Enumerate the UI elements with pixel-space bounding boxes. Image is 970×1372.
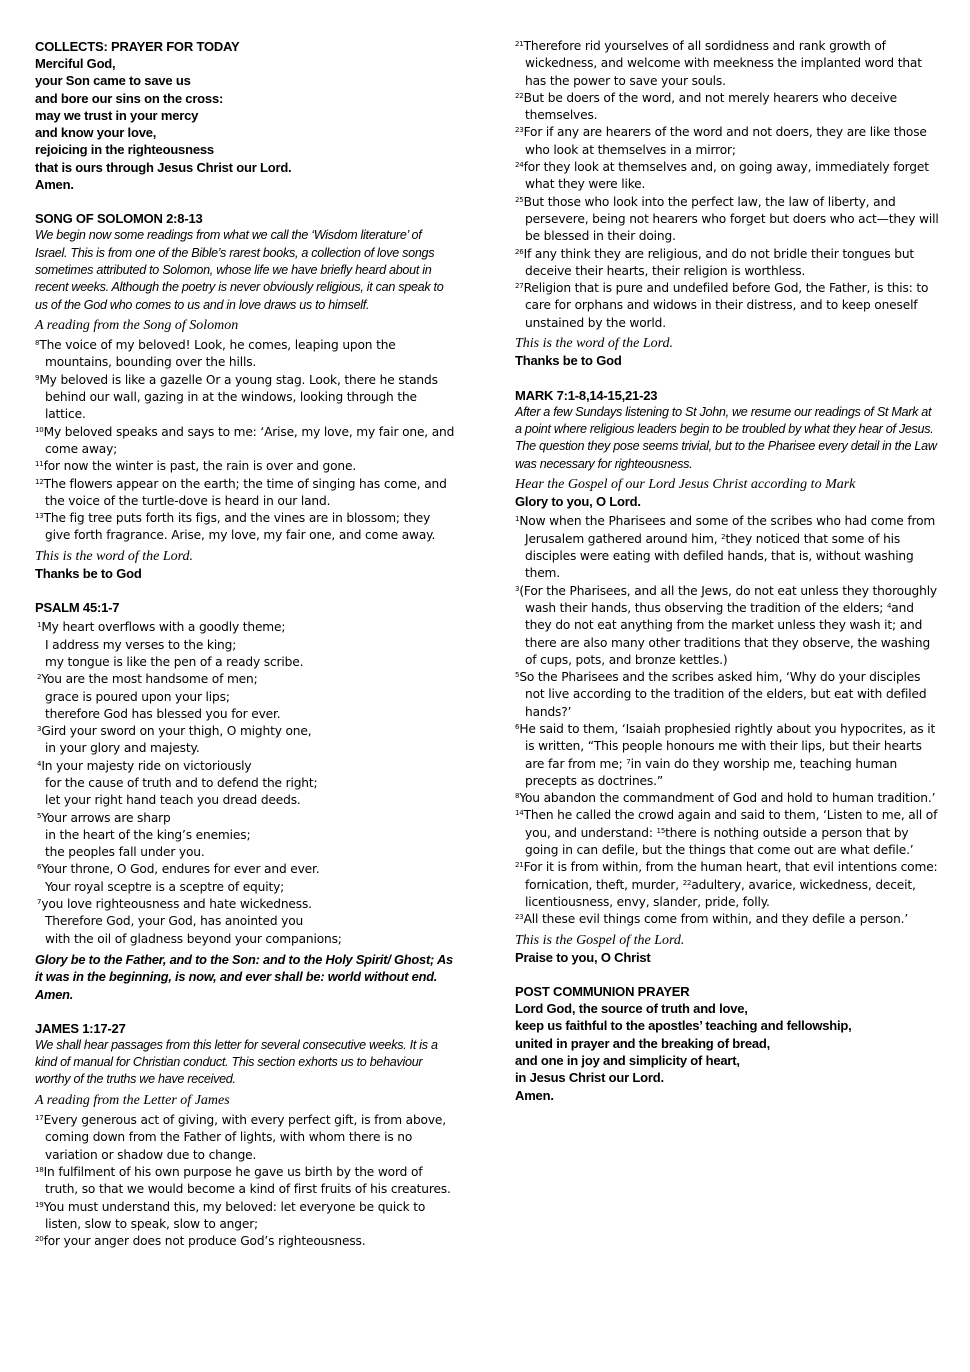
psalm-line-text: let your right hand teach you dread deeds.	[45, 793, 301, 808]
verse-text: in vain do they worship me, teaching human precepts as doctrines.”	[525, 756, 898, 788]
psalm-line	[35, 637, 455, 654]
verse-text: and they do not eat anything from the market unless they wash it; and there are also many other traditions that they observe, the washing of cups, pots, and bronze kettles.)	[525, 600, 931, 667]
verse	[35, 372, 455, 424]
collect-section	[35, 38, 455, 193]
prayer-line: Amen.	[515, 1087, 554, 1103]
verse-number: 4	[37, 759, 42, 768]
verse-number: 14	[515, 809, 524, 818]
right-column	[515, 38, 940, 1121]
verse-number: 22	[682, 878, 692, 887]
mark-heading: MARK 7:1-8,14-15,21-23	[515, 387, 658, 403]
collect-line: your Son came to save us	[35, 73, 191, 89]
james-continued-section	[515, 38, 940, 370]
verse	[515, 790, 940, 807]
psalm-line	[35, 879, 455, 896]
mark-intro: After a few Sundays listening to St John, we resume our readings of St Mark at a point where religious leaders begin to be troubled by what they hear of Jesus. The question they pose seems trivial, but to the Pharisee every detail in the Law was necessary for righteousness.	[515, 404, 937, 471]
verse-text: But be doers of the word, and not merely hearers who deceive themselves.	[523, 90, 898, 123]
psalm-line	[35, 827, 455, 844]
verse-number: 19	[35, 1200, 44, 1209]
verse-number: 26	[515, 247, 524, 256]
song-heading: SONG OF SOLOMON 2:8-13	[35, 211, 203, 227]
psalm-line-text: My heart overflows with a goodly theme;	[41, 620, 286, 635]
song-congregation-response: Thanks be to God	[35, 566, 142, 582]
james-section	[35, 1020, 455, 1251]
mark-section	[515, 387, 940, 967]
psalm-line-text: in the heart of the king’s enemies;	[45, 827, 251, 842]
verse-text: My beloved speaks and says to me: ‘Arise, my love, my fair one, and come away;	[43, 424, 455, 456]
prayer-line: Lord God, the source of truth and love,	[515, 1001, 748, 1017]
psalm-line	[35, 931, 455, 948]
verse	[515, 859, 940, 911]
verse-number: 7	[626, 757, 631, 766]
verse-number: 8	[515, 792, 520, 801]
verse-text: So the Pharisees and the scribes asked him, ‘Why do your disciples not live according to the tradition of the elders, but eat with defiled hands?’	[519, 670, 927, 719]
verse	[515, 911, 940, 928]
verse-number: 3	[37, 725, 42, 734]
psalm-line	[35, 723, 455, 740]
verse-text: Now when the Pharisees and some of the scribes who had come from Jerusalem gathered around him,	[519, 514, 936, 546]
psalm-line-text: You are the most handsome of men;	[41, 672, 258, 687]
verse-number: 20	[35, 1235, 44, 1244]
verse-text: My beloved is like a gazelle Or a young stag. Look, there he stands behind our wall, gazing in at the windows, looking through the lattice.	[39, 372, 438, 422]
verse	[35, 476, 455, 511]
psalm-line	[35, 740, 455, 757]
prayer-line: and one in joy and simplicity of heart,	[515, 1053, 740, 1069]
verse-number: 24	[515, 161, 524, 170]
verse-number: 12	[35, 477, 44, 486]
psalm-line-text: Your throne, O God, endures for ever and ever.	[41, 862, 320, 877]
james-verses-right	[515, 38, 940, 332]
verse-text: they noticed that some of his disciples were eating with defiled hands, that is, without washing them.	[525, 531, 914, 581]
james-reading-intro: A reading from the Letter of James	[35, 1092, 230, 1108]
james-heading: JAMES 1:17-27	[35, 1020, 126, 1036]
verse-number: 7	[37, 898, 42, 907]
verse-number: 5	[515, 671, 520, 680]
verse-number: 25	[515, 195, 524, 204]
psalm-line-text: Gird your sword on your thigh, O mighty one,	[41, 724, 312, 739]
song-response: This is the word of the Lord.	[35, 548, 194, 564]
verse-number: 1	[515, 515, 520, 524]
psalm-line-text: therefore God has blessed you for ever.	[45, 706, 281, 721]
psalm-line	[35, 689, 455, 706]
psalm-line	[35, 758, 455, 775]
verse	[35, 337, 455, 372]
verse	[515, 38, 940, 90]
psalm-line	[35, 810, 455, 827]
verse-number: 22	[515, 91, 524, 100]
verse-number: 6	[515, 722, 520, 731]
collect-line: Amen.	[35, 177, 74, 193]
gloria: Glory be to the Father, and to the Son: and to the Holy Spirit/ Ghost; As it was in the beginning, is now, and ever shall be: world without end. Amen.	[35, 951, 453, 1002]
verse-number: 10	[35, 425, 44, 434]
verse-text: for now the winter is past, the rain is over and gone.	[43, 459, 357, 474]
mark-verses	[515, 513, 940, 928]
verse	[515, 513, 940, 582]
psalm-line	[35, 844, 455, 861]
psalm-line	[35, 654, 455, 671]
verse-number: 5	[37, 811, 42, 820]
psalm-line-text: in your glory and majesty.	[45, 741, 200, 756]
james-intro: We shall hear passages from this letter for several consecutive weeks. It is a kind of manual for Christian conduct. This section exhorts us to behaviour worthy of the truths we have received.	[35, 1037, 438, 1087]
psalm-line	[35, 913, 455, 930]
post-communion-heading: POST COMMUNION PRAYER	[515, 984, 690, 1000]
collect-line: rejoicing in the righteousness	[35, 142, 214, 158]
psalm-line-text: my tongue is like the pen of a ready scribe.	[45, 654, 304, 669]
verse-number: 18	[35, 1165, 44, 1174]
verse-text: Then he called the crowd again and said to them, ‘Listen to me, all of you, and understand:	[523, 808, 938, 840]
psalm-line-text: with the oil of gladness beyond your companions;	[45, 931, 342, 946]
verse-number: 15	[656, 826, 666, 835]
verse-text: You must understand this, my beloved: let everyone be quick to listen, slow to speak, slow to anger;	[43, 1199, 426, 1231]
song-reading-intro: A reading from the Song of Solomon	[35, 317, 239, 333]
verse	[515, 721, 940, 790]
verse-number: 1	[37, 621, 42, 630]
verse	[35, 1164, 455, 1199]
psalm-line	[35, 619, 455, 636]
verse-text: Religion that is pure and undefiled before God, the Father, is this: to care for orphans and widows in their distress, and to keep oneself unstained by the world.	[523, 281, 929, 330]
psalm-line	[35, 706, 455, 723]
verse	[35, 458, 455, 475]
psalm-line	[35, 775, 455, 792]
mark-reading-response: Glory to you, O Lord.	[515, 494, 641, 510]
psalm-line	[35, 671, 455, 688]
verse-number: 27	[515, 282, 524, 291]
verse-text: You abandon the commandment of God and hold to human tradition.’	[519, 791, 936, 806]
verse-number: 23	[515, 913, 524, 922]
verse-text: adultery, avarice, wickedness, deceit, licentiousness, envy, slander, pride, folly.	[525, 877, 916, 909]
mark-congregation-response: Praise to you, O Christ	[515, 949, 651, 965]
verse	[515, 807, 940, 859]
psalm-heading: PSALM 45:1-7	[35, 600, 120, 616]
collect-line: and bore our sins on the cross:	[35, 90, 224, 106]
post-communion-section	[515, 983, 940, 1104]
prayer-line: keep us faithful to the apostles’ teaching and fellowship,	[515, 1018, 852, 1034]
collect-heading: COLLECTS: PRAYER FOR TODAY	[35, 39, 240, 54]
james-response: This is the word of the Lord.	[515, 336, 674, 352]
verse	[515, 583, 940, 669]
prayer-line: in Jesus Christ our Lord.	[515, 1070, 664, 1086]
post-communion-prayer	[515, 1000, 940, 1104]
song-verses	[35, 337, 455, 545]
verse	[515, 194, 940, 246]
verse	[35, 1199, 455, 1234]
collect-line: that is ours through Jesus Christ our Lord.	[35, 159, 292, 175]
verse	[515, 246, 940, 281]
verse-number: 11	[35, 460, 44, 469]
psalm-line	[35, 861, 455, 878]
collect-prayer	[35, 55, 455, 193]
verse-text: Therefore rid yourselves of all sordidness and rank growth of wickedness, and welcome with meekness the implanted word that has the power to save your souls.	[523, 39, 922, 88]
verse-text: for your anger does not produce God’s righteousness.	[43, 1234, 366, 1249]
verse-number: 13	[35, 512, 44, 521]
james-verses-left	[35, 1112, 455, 1250]
collect-line: may we trust in your mercy	[35, 107, 199, 123]
verse-text: The fig tree puts forth its figs, and the vines are in blossom; they give forth fragrance. Arise, my love, my fair one, and come away.	[43, 511, 436, 543]
psalm-line-text: Your arrows are sharp	[41, 810, 171, 825]
verse-text: For if any are hearers of the word and not doers, they are like those who look at themselves in a mirror;	[523, 125, 927, 157]
psalm-line	[35, 896, 455, 913]
verse-number: 17	[35, 1114, 44, 1123]
verse-number: 2	[721, 532, 726, 541]
verse	[35, 1233, 455, 1250]
left-column	[35, 38, 455, 1267]
psalm-line-text: grace is poured upon your lips;	[45, 689, 230, 704]
verse-number: 21	[515, 861, 524, 870]
verse-text: for they look at themselves and, on going away, immediately forget what they were like.	[523, 160, 929, 192]
verse	[35, 1112, 455, 1164]
verse-number: 6	[37, 863, 42, 872]
song-section	[35, 210, 455, 582]
collect-line: Merciful God,	[35, 56, 116, 71]
verse	[515, 124, 940, 159]
verse-text: But those who look into the perfect law, the law of liberty, and persevere, being not hearers who forget but doers who act—they will be blessed in their doing.	[523, 194, 939, 244]
psalm-line-text: the peoples fall under you.	[45, 845, 205, 860]
psalm-section	[35, 599, 455, 1003]
verse-text: Every generous act of giving, with every perfect gift, is from above, coming down from the Father of lights, with whom there is no variation or shadow due to change.	[43, 1113, 446, 1162]
verse	[515, 90, 940, 125]
verse-text: (For the Pharisees, and all the Jews, do not eat unless they thoroughly wash their hands, thus observing the tradition of the elders;	[519, 583, 937, 615]
psalm-line-text: I address my verses to the king;	[45, 637, 237, 652]
verse-text: If any think they are religious, and do not bridle their tongues but deceive their hearts, their religion is worthless.	[523, 246, 915, 278]
verse	[35, 424, 455, 459]
verse-number: 8	[35, 339, 40, 348]
verse	[515, 669, 940, 721]
psalm-line	[35, 792, 455, 809]
psalm-line-text: you love righteousness and hate wickedness.	[41, 897, 312, 912]
verse-number: 4	[886, 601, 892, 610]
verse-number: 21	[515, 40, 524, 48]
verse	[515, 159, 940, 194]
verse-text: In fulfilment of his own purpose he gave us birth by the word of truth, so that we would become a kind of first fruits of his creatures.	[43, 1164, 451, 1197]
collect-line: and know your love,	[35, 125, 157, 141]
verse-text: The voice of my beloved! Look, he comes, leaping upon the mountains, bounding over the hills.	[39, 338, 396, 370]
verse	[515, 280, 940, 332]
psalm-line-text: Therefore God, your God, has anointed you	[45, 914, 304, 929]
james-congregation-response: Thanks be to God	[515, 353, 622, 369]
psalm-line-text: Your royal sceptre is a sceptre of equity;	[45, 879, 285, 894]
verse-number: 2	[37, 673, 42, 682]
psalm-line-text: for the cause of truth and to defend the right;	[45, 775, 318, 790]
psalm-line-text: In your majesty ride on victoriously	[41, 758, 252, 773]
verse-number: 3	[515, 584, 520, 593]
song-intro: We begin now some readings from what we call the ‘Wisdom literature’ of Israel. This is from one of the Bible’s rarest books, a collection of love songs sometimes attributed to Solomon, whose life we have briefly heard about in recent weeks. Although the poetry is never obviously religious, it can speak to us of the God who comes to us and in love draws us to himself.	[35, 228, 444, 312]
verse-text: there is nothing outside a person that by going in can defile, but the things that come out are what defile.’	[525, 825, 914, 858]
psalm-verses	[35, 619, 455, 948]
mark-response: This is the Gospel of the Lord.	[515, 932, 685, 948]
prayer-line: united in prayer and the breaking of bread,	[515, 1035, 771, 1051]
verse-number: 23	[515, 126, 524, 135]
verse-text: All these evil things come from within, and they defile a person.’	[523, 912, 909, 927]
verse	[35, 510, 455, 545]
verse-text: He said to them, ‘Isaiah prophesied rightly about you hypocrites, as it is written, “This people honours me with their lips, but their hearts are far from me;	[519, 721, 936, 771]
verse-text: For it is from within, from the human heart, that evil intentions come: fornication, theft, murder,	[523, 860, 938, 892]
verse-number: 9	[35, 373, 40, 382]
verse-text: The flowers appear on the earth; the time of singing has come, and the voice of the turtle-dove is heard in our land.	[43, 476, 447, 508]
mark-reading-intro: Hear the Gospel of our Lord Jesus Christ according to Mark	[515, 476, 856, 492]
